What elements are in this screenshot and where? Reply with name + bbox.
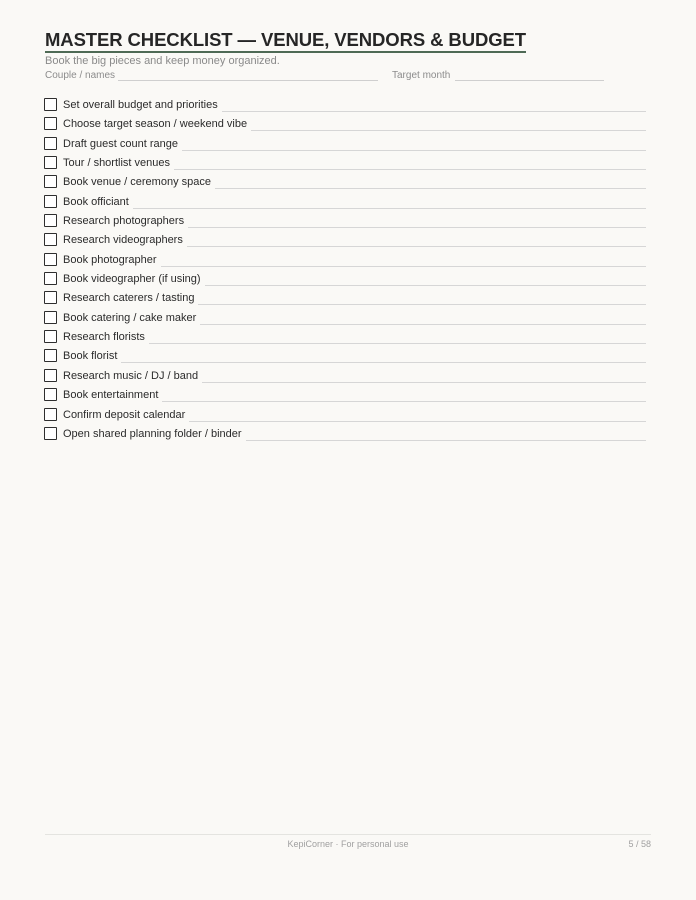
checklist-item-label: Research florists	[63, 331, 145, 344]
checklist-item	[44, 386, 646, 405]
checkbox[interactable]	[44, 349, 57, 362]
checklist-item	[44, 193, 646, 212]
checklist	[44, 96, 646, 444]
couple-line[interactable]	[118, 80, 378, 81]
checklist-item	[44, 406, 646, 425]
checklist-item	[44, 154, 646, 173]
checklist-item-label: Confirm deposit calendar	[63, 408, 186, 421]
notes-line[interactable]	[200, 324, 646, 325]
page-title: MASTER CHECKLIST — VENUE, VENDORS & BUDGET	[45, 30, 526, 53]
notes-line[interactable]	[121, 362, 646, 363]
checklist-item	[44, 347, 646, 366]
page-subtitle: Book the big pieces and keep money organized.	[45, 55, 280, 67]
checkbox[interactable]	[44, 253, 57, 266]
checklist-item-label: Research photographers	[63, 215, 185, 228]
checkbox[interactable]	[44, 175, 57, 188]
checkbox[interactable]	[44, 214, 57, 227]
checklist-item-label: Research caterers / tasting	[63, 292, 195, 305]
checklist-item	[44, 251, 646, 270]
notes-line[interactable]	[189, 421, 646, 422]
notes-line[interactable]	[246, 440, 646, 441]
checkbox[interactable]	[44, 272, 57, 285]
checklist-item-label: Book florist	[63, 350, 118, 363]
checklist-item-label: Open shared planning folder / binder	[63, 427, 242, 440]
notes-line[interactable]	[187, 246, 646, 247]
checklist-item	[44, 367, 646, 386]
couple-label: Couple / names	[45, 70, 116, 81]
checkbox[interactable]	[44, 117, 57, 130]
checklist-item	[44, 309, 646, 328]
checklist-item-label: Set overall budget and priorities	[63, 99, 218, 111]
checkbox[interactable]	[44, 156, 57, 169]
checklist-item	[44, 115, 646, 134]
checkbox[interactable]	[44, 311, 57, 324]
notes-line[interactable]	[161, 266, 646, 267]
notes-line[interactable]	[174, 169, 646, 170]
checklist-item-label: Book photographer	[63, 253, 157, 266]
checkbox[interactable]	[44, 137, 57, 150]
checklist-item-label: Book officiant	[63, 195, 129, 208]
checkbox[interactable]	[44, 195, 57, 208]
month-label: Target month	[392, 70, 451, 81]
checklist-item-label: Draft guest count range	[63, 137, 178, 150]
checklist-item	[44, 173, 646, 192]
checklist-item-label: Tour / shortlist venues	[63, 157, 170, 170]
checklist-item	[44, 135, 646, 154]
notes-line[interactable]	[215, 188, 646, 189]
month-line[interactable]	[455, 80, 604, 81]
checkbox[interactable]	[44, 330, 57, 343]
checkbox[interactable]	[44, 233, 57, 246]
checklist-item	[44, 270, 646, 289]
checklist-item	[44, 231, 646, 250]
checklist-item	[44, 289, 646, 308]
checklist-item-label: Book catering / cake maker	[63, 311, 197, 324]
notes-line[interactable]	[133, 208, 646, 209]
checklist-item	[44, 425, 646, 444]
checklist-item	[44, 96, 646, 115]
notes-line[interactable]	[198, 304, 646, 305]
notes-line[interactable]	[205, 285, 646, 286]
notes-line[interactable]	[188, 227, 646, 228]
notes-line[interactable]	[202, 382, 646, 383]
couple-field	[45, 70, 379, 83]
notes-line[interactable]	[149, 343, 646, 344]
checklist-item-label: Research music / DJ / band	[63, 369, 199, 382]
checkbox[interactable]	[44, 388, 57, 401]
month-field	[392, 70, 604, 83]
checkbox[interactable]	[44, 408, 57, 421]
notes-line[interactable]	[162, 401, 646, 402]
notes-line[interactable]	[222, 111, 646, 112]
checkbox[interactable]	[44, 98, 57, 111]
footer-divider	[45, 834, 651, 835]
notes-line[interactable]	[251, 130, 646, 131]
checklist-item-label: Book entertainment	[63, 389, 159, 402]
checklist-item	[44, 212, 646, 231]
footer-brand: KepiCorner · For personal use	[287, 839, 409, 849]
notes-line[interactable]	[182, 150, 646, 151]
checklist-item-label: Choose target season / weekend vibe	[63, 118, 248, 131]
checklist-item-label: Book videographer (if using)	[63, 273, 201, 286]
checkbox[interactable]	[44, 427, 57, 440]
checklist-item-label: Book venue / ceremony space	[63, 176, 211, 189]
page-number: 5 / 58	[628, 839, 651, 849]
checklist-item	[44, 328, 646, 347]
checkbox[interactable]	[44, 291, 57, 304]
checkbox[interactable]	[44, 369, 57, 382]
checklist-item-label: Research videographers	[63, 234, 183, 247]
